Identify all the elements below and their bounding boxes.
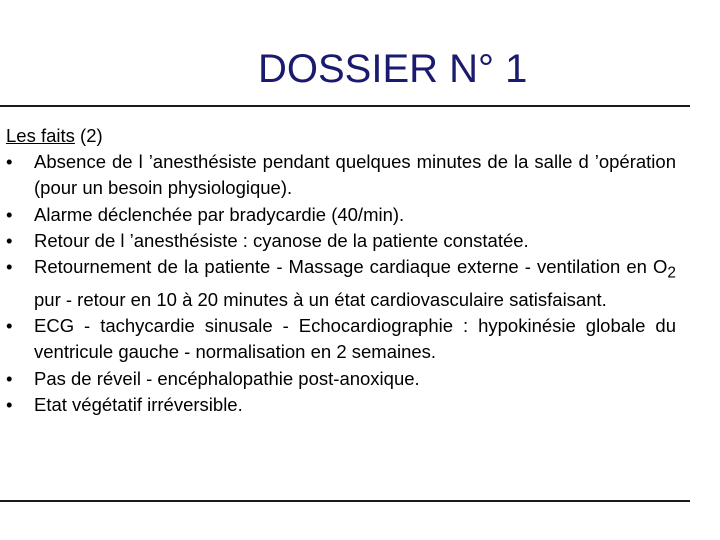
facts-list: [6, 149, 676, 418]
slide-title: DOSSIER N° 1: [258, 47, 528, 91]
bullet-icon: •: [6, 151, 13, 173]
subscript-two: 2: [667, 264, 676, 282]
list-item-text: Alarme déclenchée par bradycardie (40/min).: [34, 203, 405, 225]
list-item-text: Absence de l ’anesthésiste pendant quelques minutes de la salle d ’opération (pour un besoin physiologique).: [34, 151, 676, 199]
bottom-divider: [0, 500, 690, 502]
subtitle-underlined-text: Les faits: [6, 125, 75, 146]
list-item-text: Retour de l ’anesthésiste : cyanose de la patiente constatée.: [34, 229, 529, 251]
top-divider: [0, 105, 690, 107]
bullet-icon: •: [6, 393, 13, 415]
list-item-text-start: Retournement de la patiente - Massage cardiaque externe - ventilation en O: [34, 256, 668, 278]
list-item-text: ECG - tachycardie sinusale - Echocardiographie : hypokinésie globale du ventricule gauche - normalisation en 2 semaines.: [34, 315, 676, 363]
bullet-icon: •: [6, 203, 13, 225]
bullet-icon: •: [6, 256, 13, 278]
section-subtitle: [6, 123, 676, 149]
bullet-icon: •: [6, 229, 13, 251]
list-item: [6, 313, 676, 365]
list-item: [6, 392, 676, 418]
slide-body: [6, 123, 676, 418]
list-item: [6, 254, 676, 313]
subtitle-suffix: (2): [74, 125, 103, 146]
list-item: [6, 228, 676, 254]
list-item: [6, 366, 676, 392]
list-item: [6, 202, 676, 228]
list-item-text: Pas de réveil - encéphalopathie post-anoxique.: [34, 367, 420, 389]
bullet-icon: •: [6, 315, 13, 337]
list-item-text-end: pur - retour en 10 à 20 minutes à un état cardiovasculaire satisfaisant.: [34, 288, 607, 310]
bullet-icon: •: [6, 367, 13, 389]
list-item-text: Etat végétatif irréversible.: [34, 393, 243, 415]
list-item: [6, 149, 676, 201]
